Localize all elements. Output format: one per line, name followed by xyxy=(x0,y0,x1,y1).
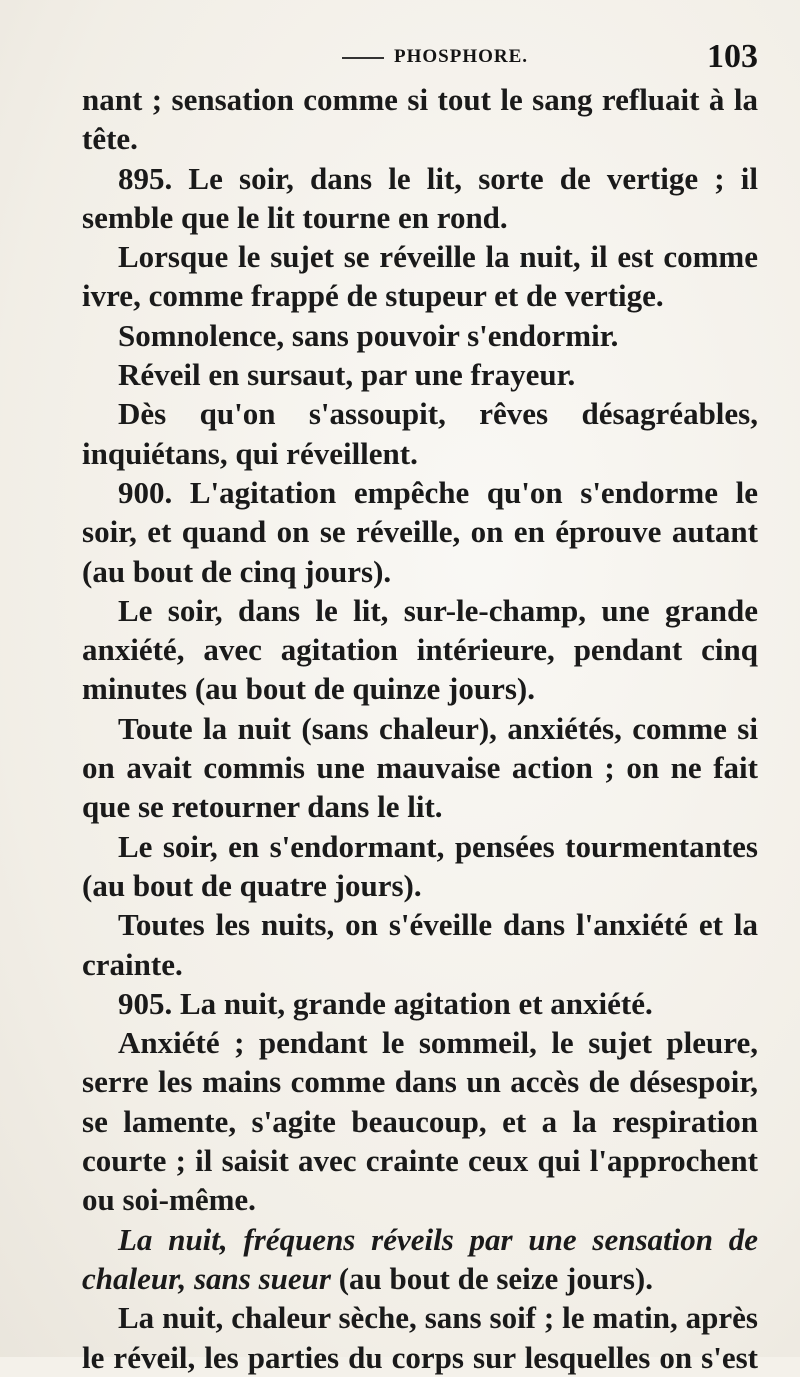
paragraph: Toute la nuit (sans chaleur), anxiétés, comme si on avait commis une mauvaise action ; on ne fait que se retourner dans le lit. xyxy=(82,710,758,825)
paragraph: nant ; sensation comme si tout le sang refluait à la tête. xyxy=(82,82,758,157)
paragraph xyxy=(82,1220,758,1299)
running-head-title: PHOSPHORE. xyxy=(394,46,529,67)
paragraph: Le soir, en s'endormant, pensées tourmentantes (au bout de quatre jours). xyxy=(82,828,758,903)
paragraph: Toutes les nuits, on s'éveille dans l'anxiété et la crainte. xyxy=(82,907,758,982)
header-rule xyxy=(342,57,384,59)
page-header xyxy=(82,38,758,84)
paragraph: Anxiété ; pendant le sommeil, le sujet pleure, serre les mains comme dans un accès de désespoir, se lamente, s'agite beaucoup, et a la respiration courte ; il saisit avec crainte ceux qui l'approchent ou soi-même. xyxy=(82,1025,758,1218)
italic-text: La nuit, fréquens réveils par une sensation de chaleur, sans sueur xyxy=(82,1221,758,1296)
paragraph: 895. Le soir, dans le lit, sorte de vertige ; il semble que le lit tourne en rond. xyxy=(82,160,758,235)
paragraph: La nuit, chaleur sèche, sans soif ; le matin, après le réveil, les parties du corps sur lesquelles on s'est xyxy=(82,1300,758,1375)
paragraph: Réveil en sursaut, par une frayeur. xyxy=(118,357,576,393)
page-number: 103 xyxy=(707,38,758,75)
paragraph: 900. L'agitation empêche qu'on s'endorme le soir, et quand on se réveille, on en éprouve autant (au bout de cinq jours). xyxy=(82,474,758,589)
paragraph-text: (au bout de seize jours). xyxy=(330,1260,654,1296)
paragraph: Le soir, dans le lit, sur-le-champ, une grande anxiété, avec agitation intérieure, pendant cinq minutes (au bout de quinze jours). xyxy=(82,592,758,707)
paragraph: Lorsque le sujet se réveille la nuit, il est comme ivre, comme frappé de stupeur et de vertige. xyxy=(82,239,758,314)
paragraph: 905. La nuit, grande agitation et anxiété. xyxy=(118,985,653,1021)
running-head xyxy=(342,46,528,68)
paragraph: Somnolence, sans pouvoir s'endormir. xyxy=(118,317,619,353)
paragraph: Dès qu'on s'assoupit, rêves désagréables, inquiétans, qui réveillent. xyxy=(82,396,758,471)
body-text xyxy=(82,80,758,1377)
